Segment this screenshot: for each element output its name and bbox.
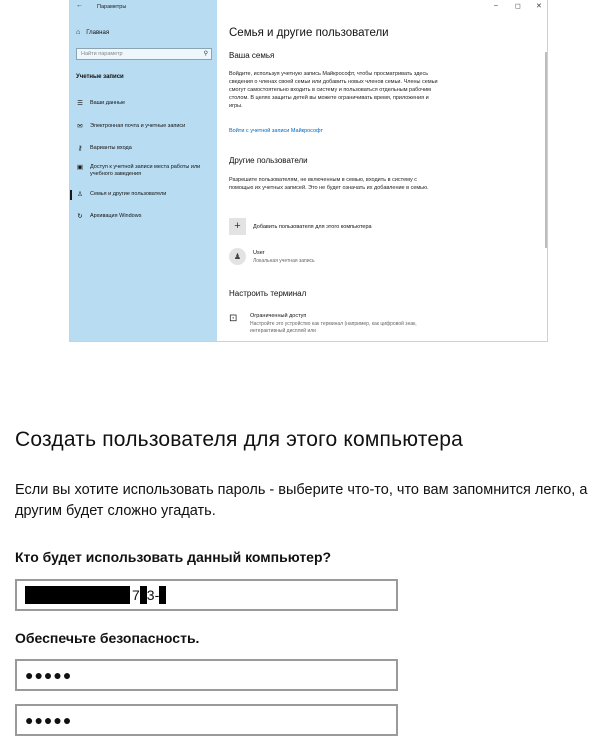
- sidebar-item-email[interactable]: [76, 123, 214, 132]
- sidebar-item-label: Семья и другие пользователи: [90, 191, 167, 197]
- others-description: Разрешите пользователям, не включенным в семью, входить в систему с помощью их учетных записей. Это не будет означать их добавление в семью.: [229, 177, 429, 191]
- search-input[interactable]: [76, 48, 212, 60]
- microsoft-sign-in-link[interactable]: Войти с учетной записи Майкрософт: [229, 128, 323, 134]
- sidebar-item-work-access[interactable]: [76, 164, 214, 179]
- password-confirm-value: ●●●●●: [25, 712, 73, 728]
- sidebar-item-label: Ваши данные: [90, 100, 126, 106]
- form-title: Создать пользователя для этого компьютера: [15, 428, 463, 451]
- sidebar-item-your-info[interactable]: [76, 100, 214, 109]
- back-arrow-icon[interactable]: ←: [76, 2, 83, 9]
- close-icon[interactable]: ✕: [536, 3, 542, 10]
- scrollbar[interactable]: [545, 52, 547, 248]
- people-icon: ♙: [77, 191, 83, 198]
- add-user-button[interactable]: [229, 218, 372, 235]
- sidebar-item-label: Варианты входа: [90, 145, 132, 151]
- key-icon: ⚷: [77, 145, 83, 152]
- redaction-block: [25, 586, 130, 604]
- mail-icon: ✉: [77, 123, 83, 130]
- sidebar-item-label: Электронная почта и учетные записи: [90, 123, 186, 129]
- username-label: Кто будет использовать данный компьютер?: [15, 549, 332, 565]
- sidebar-item-backup[interactable]: [76, 213, 214, 222]
- window-title: Параметры: [97, 4, 127, 10]
- username-visible-part: 3-: [146, 587, 160, 603]
- sidebar-item-label: Архивация Windows: [90, 213, 142, 219]
- avatar: ♟: [229, 248, 246, 265]
- settings-content: [229, 0, 547, 341]
- username-field[interactable]: [15, 579, 398, 611]
- sidebar: [70, 0, 217, 341]
- add-user-label: Добавить пользователя для этого компьютера: [253, 223, 372, 230]
- title-bar: [70, 0, 217, 14]
- plus-icon: +: [229, 218, 246, 235]
- search-placeholder: Найти параметр: [81, 51, 123, 57]
- kiosk-item[interactable]: [229, 313, 440, 335]
- settings-window: [69, 0, 548, 342]
- redaction-block: [140, 586, 147, 604]
- form-description: Если вы хотите использовать пароль - выберите что-то, что вам запомнится легко, а другим будет сложно угадать.: [15, 482, 588, 520]
- password-field[interactable]: [15, 659, 398, 691]
- sidebar-item-family[interactable]: [76, 191, 214, 200]
- search-icon: ⚲: [203, 51, 208, 57]
- sidebar-section-heading: Учетные записи: [76, 74, 124, 80]
- family-heading: Ваша семья: [229, 51, 275, 60]
- sidebar-item-label: Доступ к учетной записи места работы или учебного заведения: [90, 164, 201, 178]
- home-icon: ⌂: [76, 29, 81, 36]
- person-card-icon: ☰: [77, 100, 83, 107]
- family-description: Войдите, используя учетную запись Майкрософт, чтобы просматривать здесь сведения о членах своей семьи или добавить новых членов семьи. Члены семьи смогут самостоятельно входить в систему и пользоваться отдельным рабочим столом. В целях защиты детей вы можете ограничивать время, приложения и игры.: [229, 71, 438, 109]
- password-confirm-field[interactable]: [15, 704, 398, 736]
- redaction-block: [159, 586, 166, 604]
- kiosk-description: Настройте это устройство как терминал (например, как цифровой знак, интерактивный дисплей или: [250, 321, 417, 334]
- user-account-type: Локальная учетная запись: [253, 257, 315, 264]
- kiosk-icon: ⊡: [229, 313, 238, 324]
- maximize-icon[interactable]: ◻: [515, 3, 521, 10]
- password-value: ●●●●●: [25, 667, 73, 683]
- others-heading: Другие пользователи: [229, 156, 308, 165]
- kiosk-heading: Настроить терминал: [229, 289, 307, 298]
- minimize-icon[interactable]: –: [494, 2, 498, 9]
- sidebar-item-home[interactable]: [76, 29, 109, 36]
- kiosk-title: Ограниченный доступ: [250, 313, 307, 319]
- user-name: User: [253, 249, 265, 256]
- home-label: Главная: [86, 29, 110, 36]
- security-label: Обеспечьте безопасность.: [15, 630, 200, 646]
- username-visible-part: 7: [132, 587, 140, 603]
- briefcase-icon: ▣: [76, 164, 84, 171]
- user-account-item[interactable]: [229, 248, 315, 265]
- sync-icon: ↻: [77, 213, 83, 220]
- sidebar-item-sign-in[interactable]: [76, 145, 214, 154]
- active-indicator: [70, 190, 72, 200]
- page-title: Семья и другие пользователи: [229, 27, 389, 39]
